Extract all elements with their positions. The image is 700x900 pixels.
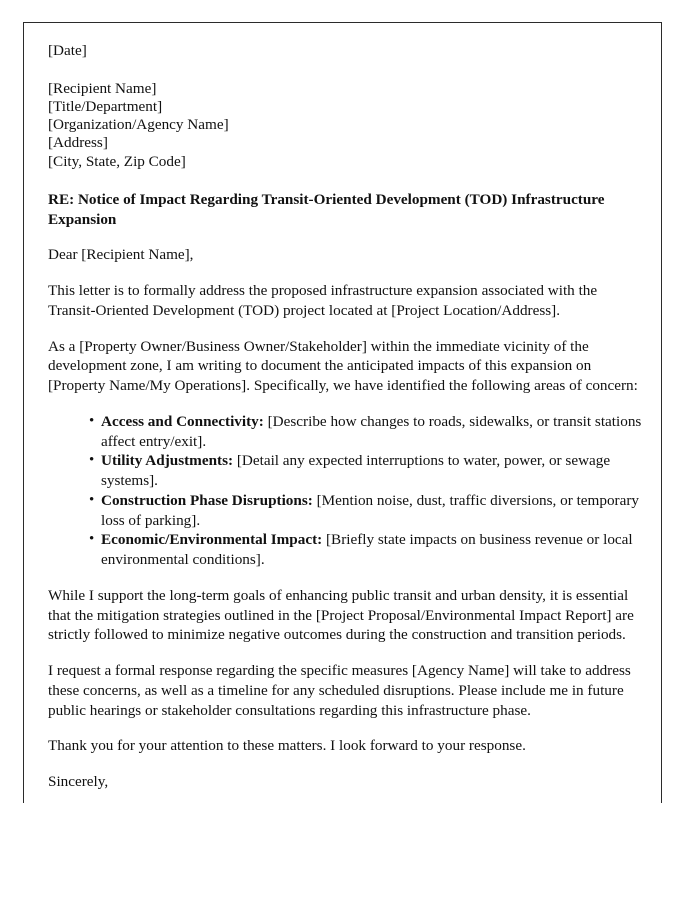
concern-label: Economic/Environmental Impact: bbox=[101, 531, 323, 549]
list-item bbox=[89, 530, 647, 570]
concern-text: [Detail any expected interruptions to water, power, or sewage systems]. bbox=[101, 452, 611, 490]
concerns-list bbox=[48, 412, 647, 570]
letter-body bbox=[48, 41, 647, 792]
list-item bbox=[89, 491, 647, 531]
recipient-name-line[interactable]: [Recipient Name] bbox=[48, 79, 157, 97]
concern-text: [Describe how changes to roads, sidewalks, or transit stations affect entry/exit]. bbox=[101, 412, 642, 450]
spacer-before-request bbox=[48, 645, 647, 661]
recipient-address-block bbox=[48, 80, 647, 171]
closing-line: Sincerely, bbox=[48, 773, 109, 791]
date-placeholder[interactable]: [Date] bbox=[48, 42, 87, 59]
recipient-organization-line[interactable]: [Organization/Agency Name] bbox=[48, 116, 229, 134]
letter-page bbox=[23, 22, 662, 803]
paragraph-intro: This letter is to formally address the proposed infrastructure expansion associated with the Transit-Oriented Development (TOD) project located at [Project Location/Address]. bbox=[48, 282, 598, 319]
concern-label: Construction Phase Disruptions: bbox=[101, 491, 313, 509]
spacer-after-date bbox=[48, 61, 647, 80]
salutation: Dear [Recipient Name], bbox=[48, 246, 194, 264]
paragraph-request: I request a formal response regarding the specific measures [Agency Name] will take to address these concerns, as well as a timeline for any scheduled disruptions. Please include me in future public hearings or stakeholder consultations regarding this infrastructure phase. bbox=[48, 662, 631, 719]
spacer-before-thanks bbox=[48, 720, 647, 736]
subject-line: RE: Notice of Impact Regarding Transit-Oriented Development (TOD) Infrastructure Expansion bbox=[48, 190, 605, 228]
list-item bbox=[89, 451, 647, 491]
concern-label: Access and Connectivity: bbox=[101, 412, 264, 430]
spacer-before-context bbox=[48, 321, 647, 337]
concern-text: [Mention noise, dust, traffic diversions, or temporary loss of parking]. bbox=[101, 491, 639, 529]
paragraph-context: As a [Property Owner/Business Owner/Stakeholder] within the immediate vicinity of the development zone, I am writing to document the anticipated impacts of this expansion on [Property Name/My Operations]. Specifically, we have identified the following areas of concern: bbox=[48, 337, 638, 395]
list-item bbox=[89, 412, 647, 452]
paragraph-thanks: Thank you for your attention to these matters. I look forward to your response. bbox=[48, 737, 526, 755]
spacer-before-subject bbox=[48, 171, 647, 190]
spacer-before-closing bbox=[48, 756, 647, 772]
spacer-before-list bbox=[48, 396, 647, 412]
concern-label: Utility Adjustments: bbox=[101, 452, 234, 470]
spacer-before-intro bbox=[48, 265, 647, 281]
spacer-before-salutation bbox=[48, 229, 647, 245]
recipient-title-line[interactable]: [Title/Department] bbox=[48, 97, 163, 115]
concern-text: [Briefly state impacts on business revenue or local environmental conditions]. bbox=[101, 531, 633, 569]
recipient-city-state-zip-line[interactable]: [City, State, Zip Code] bbox=[48, 152, 186, 170]
paragraph-mitigation: While I support the long-term goals of enhancing public transit and urban density, it is essential that the mitigation strategies outlined in the [Project Proposal/Environmental Impact Report] are strictly followed to minimize negative outcomes during the construction and transition periods. bbox=[48, 586, 634, 644]
recipient-address-line[interactable]: [Address] bbox=[48, 134, 108, 152]
spacer-after-list bbox=[48, 570, 647, 586]
